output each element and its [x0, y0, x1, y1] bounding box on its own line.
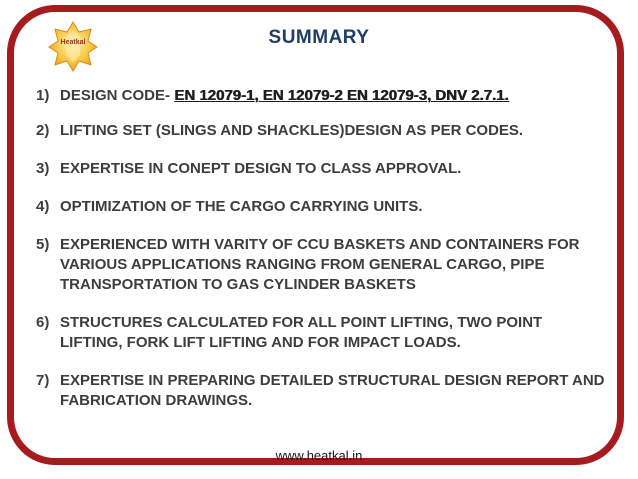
- item-text: LIFTING SET (SLINGS AND SHACKLES)DESIGN AS PER CODES.: [60, 122, 524, 139]
- list-item: [36, 159, 606, 179]
- item-number: 3): [36, 160, 50, 177]
- page-title: SUMMARY: [268, 27, 370, 48]
- item-number: 4): [36, 198, 50, 215]
- summary-list: [36, 86, 606, 429]
- list-item: [36, 371, 606, 411]
- logo-text: Heatkal: [60, 39, 86, 46]
- list-item: [36, 121, 606, 141]
- list-item: [36, 86, 606, 106]
- design-code-text: EN 12079-1, EN 12079-2 EN 12079-3, DNV 2.7.1.: [174, 87, 509, 104]
- item-number: 5): [36, 236, 50, 253]
- item-text: STRUCTURES CALCULATED FOR ALL POINT LIFTING, TWO POINT LIFTING, FORK LIFT LIFTING AND FOR IMPACT LOADS.: [60, 314, 543, 351]
- item-text: EXPERTISE IN PREPARING DETAILED STRUCTURAL DESIGN REPORT AND FABRICATION DRAWINGS.: [60, 372, 605, 409]
- item-number: 1): [36, 87, 50, 104]
- item-text: DESIGN CODE-: [60, 87, 175, 104]
- item-number: 7): [36, 372, 50, 389]
- item-number: 2): [36, 122, 50, 139]
- list-item: [36, 235, 606, 295]
- item-number: 6): [36, 314, 50, 331]
- item-text: OPTIMIZATION OF THE CARGO CARRYING UNITS.: [60, 198, 423, 215]
- website-link[interactable]: www.heatkal.in: [275, 448, 363, 463]
- list-item: [36, 197, 606, 217]
- item-text: EXPERIENCED WITH VARITY OF CCU BASKETS AND CONTAINERS FOR VARIOUS APPLICATIONS RANGING FROM GENERAL CARGO, PIPE TRANSPORTATION TO GAS CYLINDER BASKETS: [60, 236, 580, 293]
- item-text: EXPERTISE IN CONEPT DESIGN TO CLASS APPROVAL.: [60, 160, 462, 177]
- list-item: [36, 313, 606, 353]
